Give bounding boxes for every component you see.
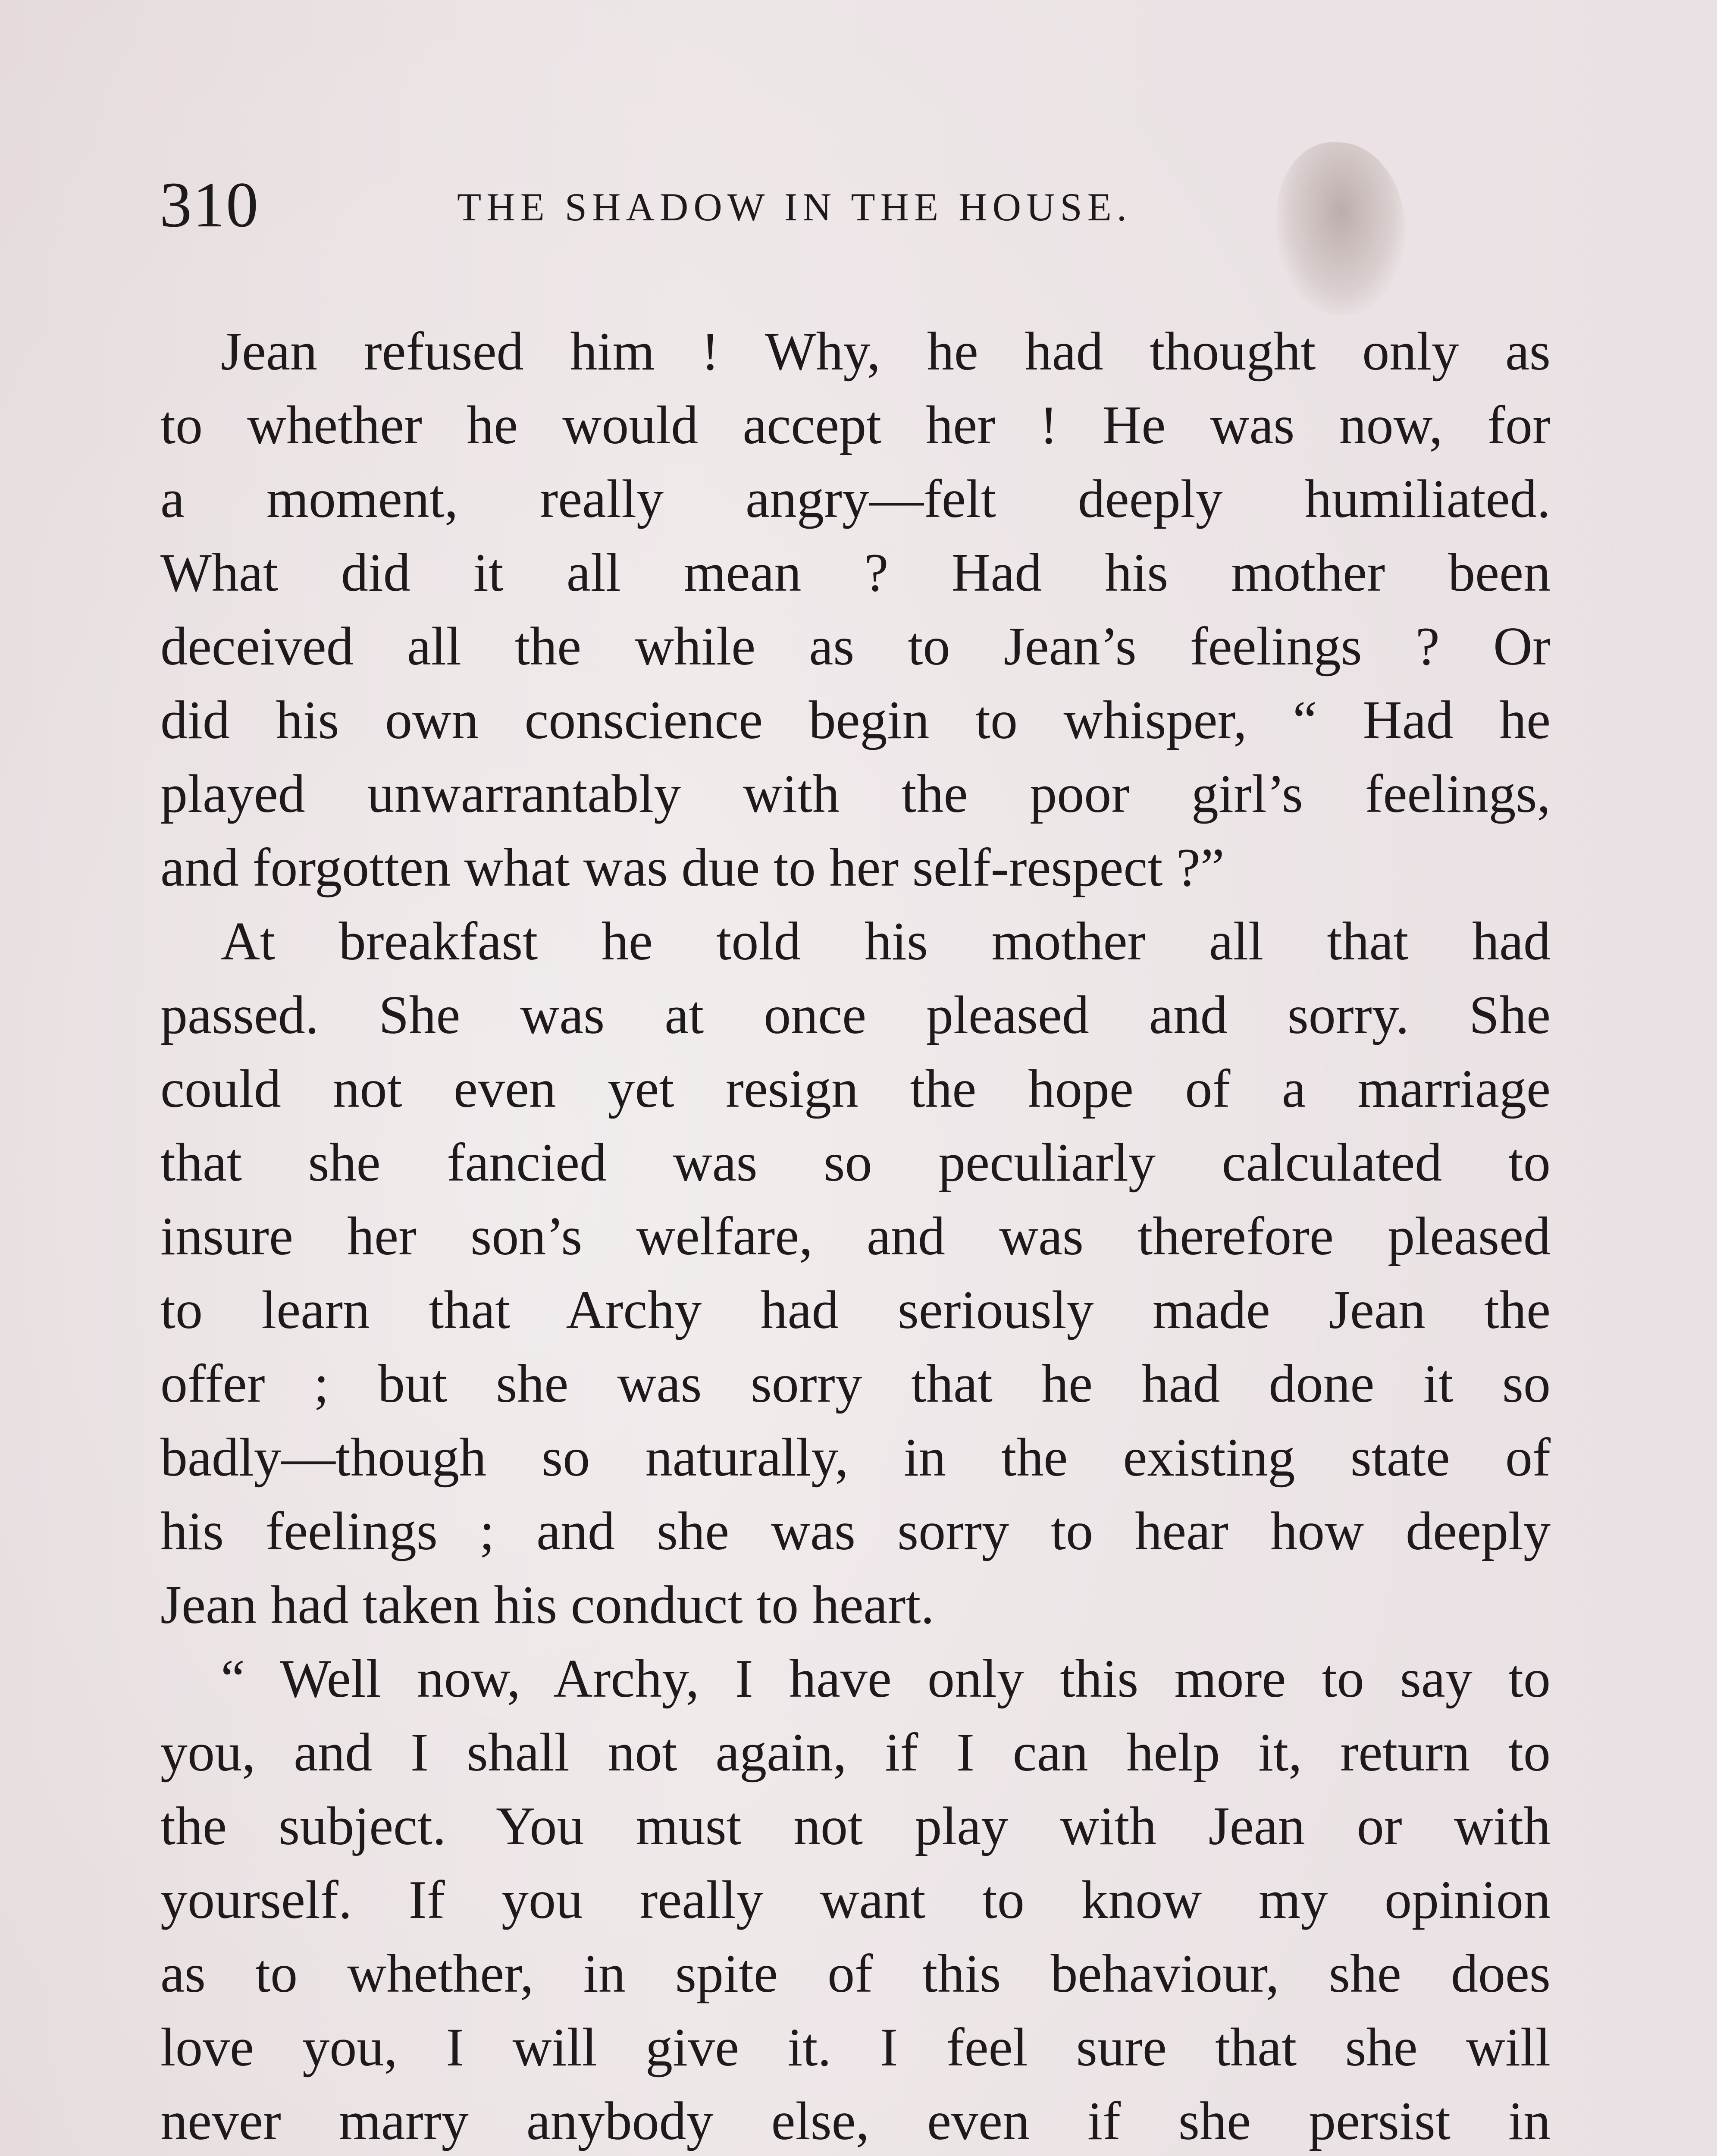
text-line: to whether he would accept her ! He was now, for: [160, 395, 1551, 455]
text-line: deceived all the while as to Jean’s feelings ? Or: [160, 617, 1551, 677]
text-line: that she fancied was so peculiarly calculated to: [160, 1133, 1551, 1193]
text-line: What did it all mean ? Had his mother been: [160, 543, 1551, 603]
text-line: could not even yet resign the hope of a marriage: [160, 1059, 1551, 1119]
text-line: you, and I shall not again, if I can help it, return to: [160, 1723, 1551, 1783]
text-line: and forgotten what was due to her self-respect ?”: [160, 838, 1225, 898]
text-line: his feelings ; and she was sorry to hear how deeply: [160, 1501, 1551, 1561]
text-line: did his own conscience begin to whisper, “ Had he: [160, 690, 1551, 750]
text-line: offer ; but she was sorry that he had done it so: [160, 1354, 1551, 1414]
text-line: badly—though so naturally, in the existing state of: [160, 1428, 1551, 1488]
running-title: THE SHADOW IN THE HOUSE.: [457, 185, 1132, 229]
text-line: Jean refused him ! Why, he had thought only as: [221, 322, 1551, 382]
text-line: At breakfast he told his mother all that had: [221, 912, 1551, 971]
text-line: yourself. If you really want to know my opinion: [160, 1870, 1551, 1930]
text-line: insure her son’s welfare, and was therefore pleased: [160, 1206, 1551, 1266]
text-line: passed. She was at once pleased and sorry. She: [160, 985, 1551, 1045]
text-line: Jean had taken his conduct to heart.: [160, 1575, 934, 1635]
text-line: never marry anybody else, even if she persist in: [160, 2091, 1551, 2151]
text-line: the subject. You must not play with Jean or with: [160, 1796, 1551, 1856]
text-line: to learn that Archy had seriously made Jean the: [160, 1280, 1551, 1340]
text-line: love you, I will give it. I feel sure that she will: [160, 2018, 1551, 2078]
body-text: [160, 315, 1551, 2156]
text-line: played unwarrantably with the poor girl’s feelings,: [160, 764, 1551, 824]
text-line: a moment, really angry—felt deeply humiliated.: [160, 469, 1551, 529]
text-line: “ Well now, Archy, I have only this more to say to: [221, 1649, 1551, 1709]
page-number: 310: [160, 169, 259, 241]
running-head: [160, 170, 1552, 239]
text-line: as to whether, in spite of this behaviour, she does: [160, 1944, 1551, 2004]
